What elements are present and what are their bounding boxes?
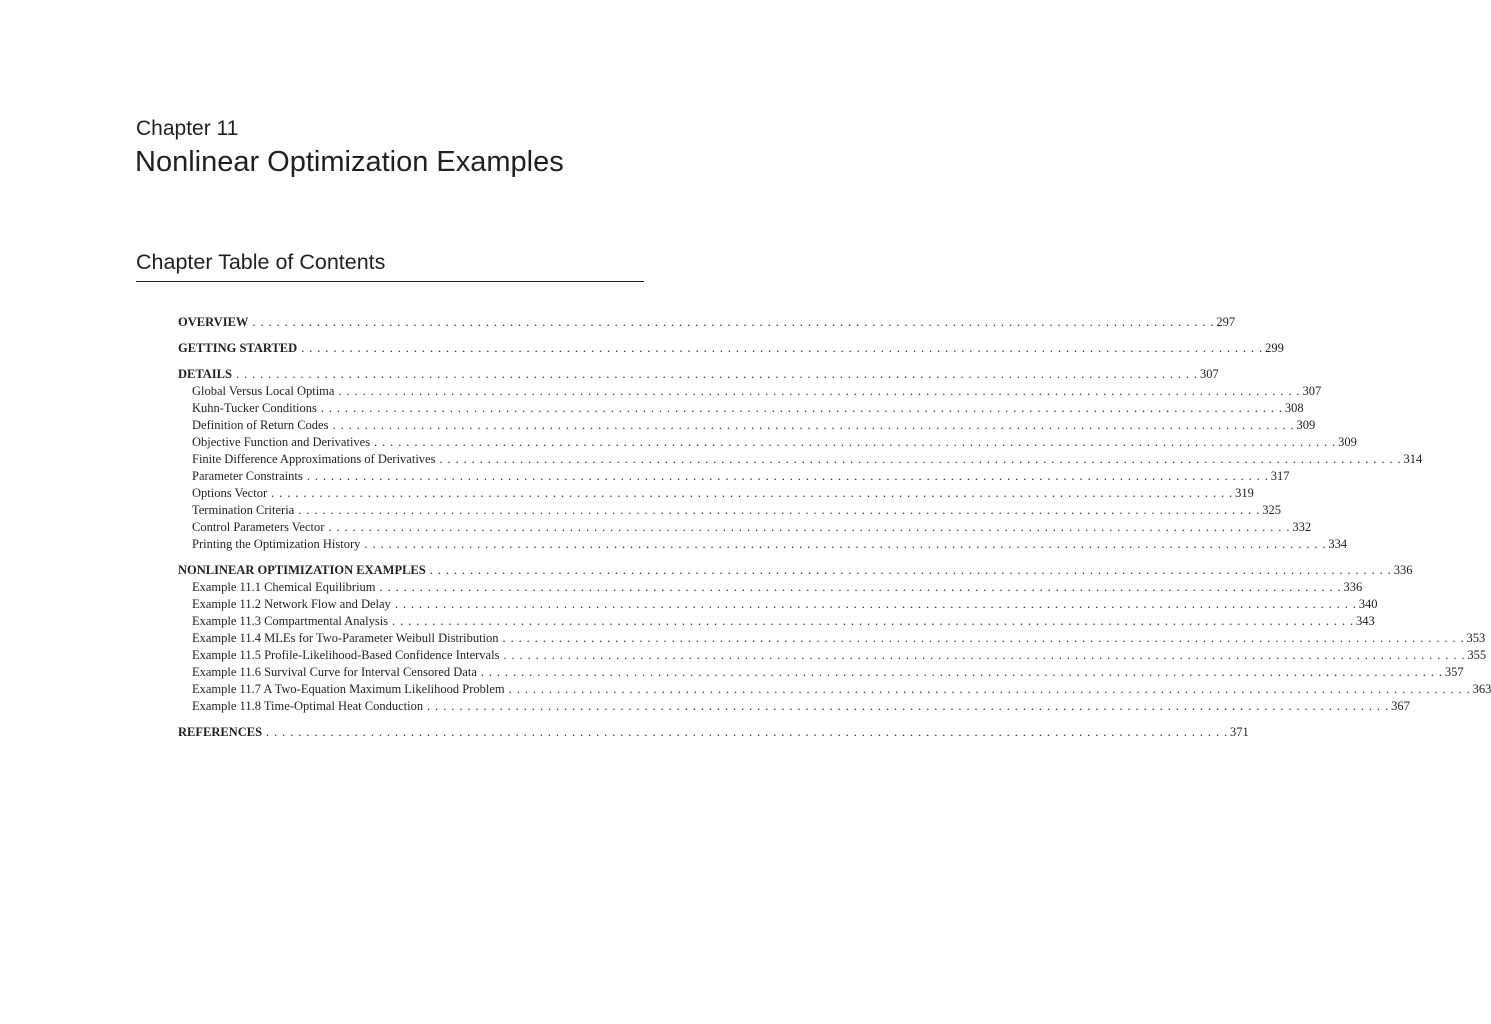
toc-subsection-entry[interactable] [178, 630, 1486, 647]
toc-subsection-entry[interactable] [178, 536, 1348, 553]
toc-section [178, 340, 1284, 357]
toc-section-entry[interactable] [178, 340, 1284, 357]
toc-section [178, 562, 1491, 715]
dot-leader: . . . . . . . . . . . . . . . . . . . . . . . . . . . . . . . . . . . . . . . . . . . . . . . . . . . . . . . . . . . . . . . . . . . . . . . . . . . . . . . . . . . . . . . . . . . . . . . . . . . . . . . . . . . . . . . . . . . . . . . . [301, 341, 1264, 355]
toc-entry-page-number: 355 [1467, 648, 1487, 662]
toc-subsection-entry[interactable] [178, 681, 1491, 698]
dot-leader: . . . . . . . . . . . . . . . . . . . . . . . . . . . . . . . . . . . . . . . . . . . . . . . . . . . . . . . . . . . . . . . . . . . . . . . . . . . . . . . . . . . . . . . . . . . . . . . . . . . . . . . . . . . . . . . . . . . . . . . . [266, 725, 1229, 739]
toc-section [178, 314, 1236, 331]
toc-entry-page-number: 353 [1466, 631, 1486, 645]
toc-entry-title: Control Parameters Vector [192, 520, 325, 534]
dot-leader: . . . . . . . . . . . . . . . . . . . . . . . . . . . . . . . . . . . . . . . . . . . . . . . . . . . . . . . . . . . . . . . . . . . . . . . . . . . . . . . . . . . . . . . . . . . . . . . . . . . . . . . . . . . . . . . . . . . . . . . . [392, 614, 1355, 628]
toc-entry-title: Finite Difference Approximations of Derivatives [192, 452, 436, 466]
chapter-label: Chapter 11 [136, 117, 239, 140]
dot-leader: . . . . . . . . . . . . . . . . . . . . . . . . . . . . . . . . . . . . . . . . . . . . . . . . . . . . . . . . . . . . . . . . . . . . . . . . . . . . . . . . . . . . . . . . . . . . . . . . . . . . . . . . . . . . . . . . . . . . . . . . [235, 367, 1198, 381]
table-of-contents [178, 314, 1491, 750]
toc-entry-page-number: 319 [1235, 486, 1254, 500]
toc-entry-title: Termination Criteria [192, 503, 295, 517]
dot-leader: . . . . . . . . . . . . . . . . . . . . . . . . . . . . . . . . . . . . . . . . . . . . . . . . . . . . . . . . . . . . . . . . . . . . . . . . . . . . . . . . . . . . . . . . . . . . . . . . . . . . . . . . . . . . . . . . . . . . . . . . [427, 699, 1390, 713]
dot-leader: . . . . . . . . . . . . . . . . . . . . . . . . . . . . . . . . . . . . . . . . . . . . . . . . . . . . . . . . . . . . . . . . . . . . . . . . . . . . . . . . . . . . . . . . . . . . . . . . . . . . . . . . . . . . . . . . . . . . . . . . [503, 648, 1466, 662]
toc-subsection-entry[interactable] [178, 698, 1410, 715]
toc-entry-title: Example 11.7 A Two-Equation Maximum Likelihood Problem [192, 682, 505, 696]
toc-subsection-entry[interactable] [178, 451, 1423, 468]
dot-leader: . . . . . . . . . . . . . . . . . . . . . . . . . . . . . . . . . . . . . . . . . . . . . . . . . . . . . . . . . . . . . . . . . . . . . . . . . . . . . . . . . . . . . . . . . . . . . . . . . . . . . . . . . . . . . . . . . . . . . . . . [394, 597, 1357, 611]
toc-subsection-entry[interactable] [178, 664, 1464, 681]
toc-entry-title: DETAILS [178, 367, 232, 381]
toc-subsection-entry[interactable] [178, 485, 1254, 502]
toc-section-entry[interactable] [178, 366, 1219, 383]
dot-leader: . . . . . . . . . . . . . . . . . . . . . . . . . . . . . . . . . . . . . . . . . . . . . . . . . . . . . . . . . . . . . . . . . . . . . . . . . . . . . . . . . . . . . . . . . . . . . . . . . . . . . . . . . . . . . . . . . . . . . . . . [320, 401, 1283, 415]
toc-section-entry[interactable] [178, 562, 1413, 579]
toc-entry-title: Parameter Constraints [192, 469, 303, 483]
toc-entry-page-number: 340 [1358, 597, 1378, 611]
toc-entry-page-number: 336 [1393, 563, 1413, 577]
toc-entry-title: Kuhn-Tucker Conditions [192, 401, 317, 415]
toc-subsection-entry[interactable] [178, 579, 1363, 596]
toc-entry-page-number: 334 [1328, 537, 1348, 551]
toc-entry-page-number: 309 [1338, 435, 1357, 449]
dot-leader: . . . . . . . . . . . . . . . . . . . . . . . . . . . . . . . . . . . . . . . . . . . . . . . . . . . . . . . . . . . . . . . . . . . . . . . . . . . . . . . . . . . . . . . . . . . . . . . . . . . . . . . . . . . . . . . . . . . . . . . . [271, 486, 1234, 500]
toc-entry-page-number: 336 [1343, 580, 1363, 594]
toc-entry-page-number: 297 [1216, 315, 1236, 329]
dot-leader: . . . . . . . . . . . . . . . . . . . . . . . . . . . . . . . . . . . . . . . . . . . . . . . . . . . . . . . . . . . . . . . . . . . . . . . . . . . . . . . . . . . . . . . . . . . . . . . . . . . . . . . . . . . . . . . . . . . . . . . . [439, 452, 1402, 466]
toc-entry-page-number: 367 [1391, 699, 1410, 713]
toc-subsection-entry[interactable] [178, 400, 1304, 417]
toc-entry-title: REFERENCES [178, 725, 263, 739]
toc-entry-title: Global Versus Local Optima [192, 384, 335, 398]
dot-leader: . . . . . . . . . . . . . . . . . . . . . . . . . . . . . . . . . . . . . . . . . . . . . . . . . . . . . . . . . . . . . . . . . . . . . . . . . . . . . . . . . . . . . . . . . . . . . . . . . . . . . . . . . . . . . . . . . . . . . . . . [374, 435, 1337, 449]
toc-subsection-entry[interactable] [178, 647, 1487, 664]
toc-entry-title: Objective Function and Derivatives [192, 435, 371, 449]
toc-divider [136, 281, 644, 282]
dot-leader: . . . . . . . . . . . . . . . . . . . . . . . . . . . . . . . . . . . . . . . . . . . . . . . . . . . . . . . . . . . . . . . . . . . . . . . . . . . . . . . . . . . . . . . . . . . . . . . . . . . . . . . . . . . . . . . . . . . . . . . . [252, 315, 1215, 329]
toc-subsection-entry[interactable] [178, 502, 1281, 519]
toc-entry-page-number: 307 [1199, 367, 1219, 381]
toc-entry-title: Example 11.2 Network Flow and Delay [192, 597, 391, 611]
dot-leader: . . . . . . . . . . . . . . . . . . . . . . . . . . . . . . . . . . . . . . . . . . . . . . . . . . . . . . . . . . . . . . . . . . . . . . . . . . . . . . . . . . . . . . . . . . . . . . . . . . . . . . . . . . . . . . . . . . . . . . . . [332, 418, 1295, 432]
toc-entry-title: Example 11.8 Time-Optimal Heat Conduction [192, 699, 424, 713]
dot-leader: . . . . . . . . . . . . . . . . . . . . . . . . . . . . . . . . . . . . . . . . . . . . . . . . . . . . . . . . . . . . . . . . . . . . . . . . . . . . . . . . . . . . . . . . . . . . . . . . . . . . . . . . . . . . . . . . . . . . . . . . [480, 665, 1443, 679]
toc-entry-page-number: 299 [1265, 341, 1284, 355]
dot-leader: . . . . . . . . . . . . . . . . . . . . . . . . . . . . . . . . . . . . . . . . . . . . . . . . . . . . . . . . . . . . . . . . . . . . . . . . . . . . . . . . . . . . . . . . . . . . . . . . . . . . . . . . . . . . . . . . . . . . . . . . [508, 682, 1471, 696]
toc-subsection-entry[interactable] [178, 434, 1357, 451]
toc-entry-page-number: 332 [1292, 520, 1312, 534]
toc-entry-title: Printing the Optimization History [192, 537, 361, 551]
toc-entry-page-number: 357 [1444, 665, 1464, 679]
toc-entry-title: Example 11.6 Survival Curve for Interval Censored Data [192, 665, 477, 679]
toc-entry-title: Example 11.4 MLEs for Two-Parameter Weibull Distribution [192, 631, 499, 645]
toc-entry-title: OVERVIEW [178, 315, 249, 329]
toc-subsection-entry[interactable] [178, 383, 1322, 400]
toc-entry-title: Example 11.3 Compartmental Analysis [192, 614, 389, 628]
toc-entry-title: GETTING STARTED [178, 341, 298, 355]
toc-entry-title: Definition of Return Codes [192, 418, 329, 432]
dot-leader: . . . . . . . . . . . . . . . . . . . . . . . . . . . . . . . . . . . . . . . . . . . . . . . . . . . . . . . . . . . . . . . . . . . . . . . . . . . . . . . . . . . . . . . . . . . . . . . . . . . . . . . . . . . . . . . . . . . . . . . . [429, 563, 1392, 577]
toc-entry-title: NONLINEAR OPTIMIZATION EXAMPLES [178, 563, 426, 577]
toc-entry-page-number: 308 [1284, 401, 1304, 415]
toc-section-entry[interactable] [178, 314, 1236, 331]
toc-subsection-entry[interactable] [178, 596, 1378, 613]
toc-subsection-entry[interactable] [178, 417, 1316, 434]
toc-subsection-entry[interactable] [178, 468, 1290, 485]
toc-entry-title: Options Vector [192, 486, 268, 500]
toc-entry-page-number: 314 [1403, 452, 1423, 466]
toc-entry-page-number: 343 [1356, 614, 1375, 628]
toc-entry-title: Example 11.5 Profile-Likelihood-Based Confidence Intervals [192, 648, 500, 662]
toc-entry-title: Example 11.1 Chemical Equilibrium [192, 580, 376, 594]
dot-leader: . . . . . . . . . . . . . . . . . . . . . . . . . . . . . . . . . . . . . . . . . . . . . . . . . . . . . . . . . . . . . . . . . . . . . . . . . . . . . . . . . . . . . . . . . . . . . . . . . . . . . . . . . . . . . . . . . . . . . . . . [328, 520, 1291, 534]
dot-leader: . . . . . . . . . . . . . . . . . . . . . . . . . . . . . . . . . . . . . . . . . . . . . . . . . . . . . . . . . . . . . . . . . . . . . . . . . . . . . . . . . . . . . . . . . . . . . . . . . . . . . . . . . . . . . . . . . . . . . . . . [338, 384, 1301, 398]
chapter-title: Nonlinear Optimization Examples [135, 146, 564, 178]
dot-leader: . . . . . . . . . . . . . . . . . . . . . . . . . . . . . . . . . . . . . . . . . . . . . . . . . . . . . . . . . . . . . . . . . . . . . . . . . . . . . . . . . . . . . . . . . . . . . . . . . . . . . . . . . . . . . . . . . . . . . . . . [379, 580, 1342, 594]
toc-heading: Chapter Table of Contents [136, 250, 386, 274]
toc-entry-page-number: 325 [1262, 503, 1281, 517]
dot-leader: . . . . . . . . . . . . . . . . . . . . . . . . . . . . . . . . . . . . . . . . . . . . . . . . . . . . . . . . . . . . . . . . . . . . . . . . . . . . . . . . . . . . . . . . . . . . . . . . . . . . . . . . . . . . . . . . . . . . . . . . [298, 503, 1261, 517]
toc-entry-page-number: 307 [1302, 384, 1322, 398]
toc-entry-page-number: 317 [1270, 469, 1290, 483]
toc-section-entry[interactable] [178, 724, 1249, 741]
toc-section [178, 724, 1249, 741]
toc-entry-page-number: 371 [1230, 725, 1249, 739]
toc-entry-page-number: 309 [1296, 418, 1316, 432]
toc-subsection-entry[interactable] [178, 613, 1375, 630]
toc-subsection-entry[interactable] [178, 519, 1312, 536]
dot-leader: . . . . . . . . . . . . . . . . . . . . . . . . . . . . . . . . . . . . . . . . . . . . . . . . . . . . . . . . . . . . . . . . . . . . . . . . . . . . . . . . . . . . . . . . . . . . . . . . . . . . . . . . . . . . . . . . . . . . . . . . [364, 537, 1327, 551]
toc-entry-page-number: 363 [1472, 682, 1491, 696]
dot-leader: . . . . . . . . . . . . . . . . . . . . . . . . . . . . . . . . . . . . . . . . . . . . . . . . . . . . . . . . . . . . . . . . . . . . . . . . . . . . . . . . . . . . . . . . . . . . . . . . . . . . . . . . . . . . . . . . . . . . . . . . [306, 469, 1269, 483]
toc-section [178, 366, 1423, 553]
dot-leader: . . . . . . . . . . . . . . . . . . . . . . . . . . . . . . . . . . . . . . . . . . . . . . . . . . . . . . . . . . . . . . . . . . . . . . . . . . . . . . . . . . . . . . . . . . . . . . . . . . . . . . . . . . . . . . . . . . . . . . . . [502, 631, 1465, 645]
